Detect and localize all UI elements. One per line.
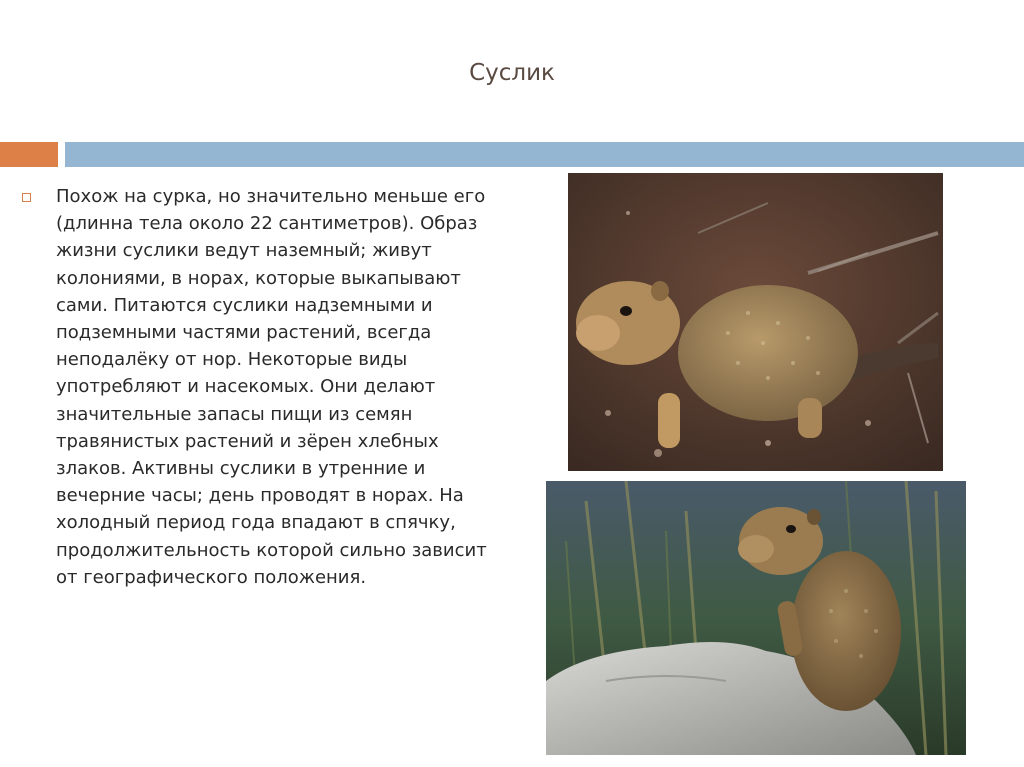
body-paragraph: Похож на сурка, но значительно меньше его (длинна тела около 22 сантиметров). Образ жизни суслики ведут наземный; живут колониями, в норах, которые выкапывают сами. Питаются суслики надземными и подземными частями растений, всегда неподалёку от нор. Некоторые виды употребляют и насекомых. Они делают значительные запасы пищи из семян травянистых растений и зёрен хлебных злаков. Активны суслики в утренние и вечерние часы; день проводят в норах. На холодный период года впадают в спячку, продолжительность которой сильно зависит от географического положения. [56,186,487,588]
squirrel-photo-rock [546,481,966,755]
squirrel-photo-ground [568,173,943,471]
bullet-square-icon [22,193,31,202]
accent-bar-blue [65,142,1024,167]
slide-title: Суслик [469,60,555,86]
accent-bar-orange [0,142,58,167]
